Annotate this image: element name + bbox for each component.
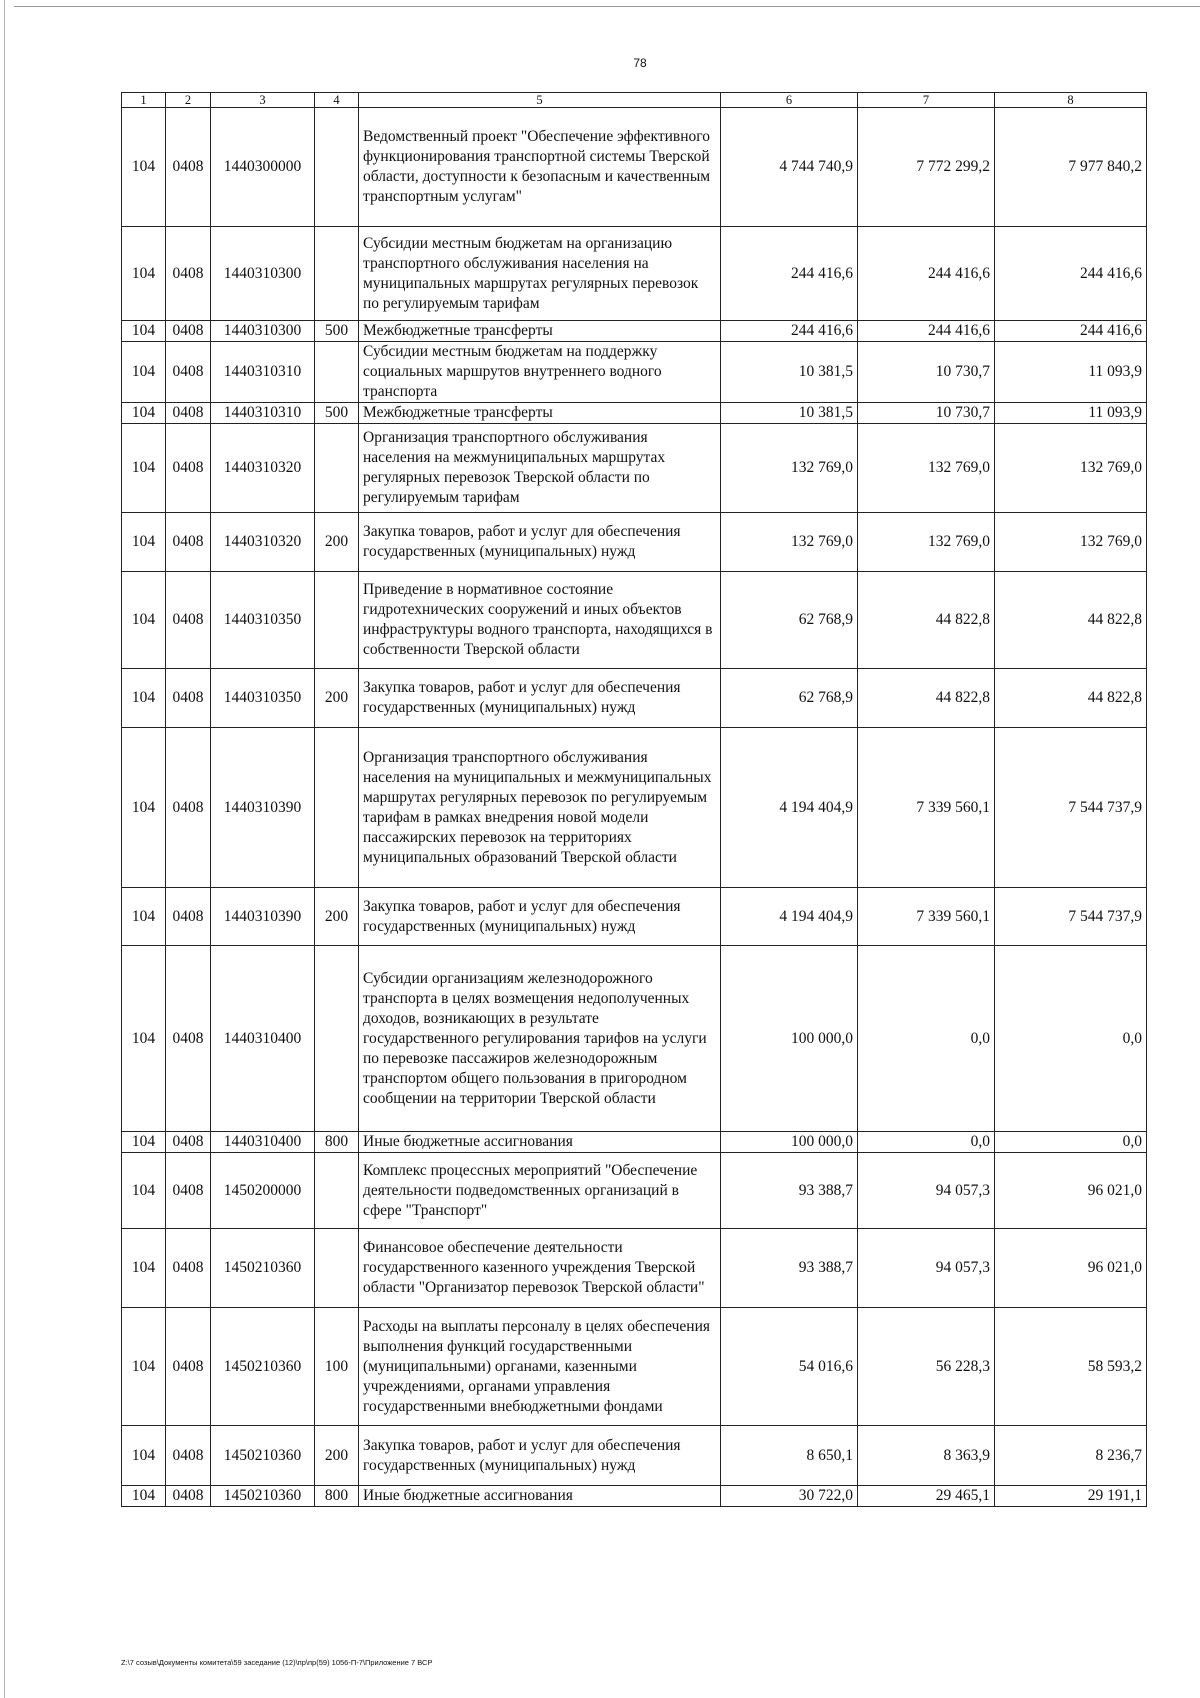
row-code-3: 1440310400	[211, 1132, 315, 1153]
column-header: 3	[211, 93, 315, 108]
row-value-6: 10 381,5	[721, 403, 858, 424]
table-row	[122, 513, 1147, 572]
row-code-1: 104	[122, 321, 166, 342]
row-value-7: 132 769,0	[858, 513, 995, 572]
budget-table	[121, 92, 1147, 1507]
row-description: Организация транспортного обслуживания населения на муниципальных и межмуниципальных маршрутах регулярных перевозок по регулируемым тарифам в рамках внедрения новой модели пассажирских перевозок на территориях муниципальных образований Тверской области	[359, 728, 721, 888]
column-header: 5	[359, 93, 721, 108]
row-value-8: 7 544 737,9	[995, 888, 1147, 946]
row-value-8: 96 021,0	[995, 1229, 1147, 1308]
row-value-7: 132 769,0	[858, 424, 995, 513]
row-description: Иные бюджетные ассигнования	[359, 1486, 721, 1507]
table-row	[122, 321, 1147, 342]
row-code-3: 1450210360	[211, 1486, 315, 1507]
row-value-8: 7 544 737,9	[995, 728, 1147, 888]
row-code-4	[315, 424, 359, 513]
row-value-8: 44 822,8	[995, 572, 1147, 669]
table-row	[122, 424, 1147, 513]
row-code-4	[315, 342, 359, 403]
row-code-4	[315, 1229, 359, 1308]
row-description: Субсидии организациям железнодорожного транспорта в целях возмещения недополученных доходов, возникающих в результате государственного регулирования тарифов на услуги по перевозке пассажиров железнодорожным транспортом общего пользования в пригородном сообщении на территории Тверской области	[359, 946, 721, 1132]
row-code-1: 104	[122, 108, 166, 227]
row-description: Закупка товаров, работ и услуг для обеспечения государственных (муниципальных) нужд	[359, 1426, 721, 1486]
row-code-3: 1450210360	[211, 1426, 315, 1486]
row-value-8: 244 416,6	[995, 321, 1147, 342]
table-row	[122, 572, 1147, 669]
row-value-8: 0,0	[995, 946, 1147, 1132]
row-code-1: 104	[122, 888, 166, 946]
row-description: Закупка товаров, работ и услуг для обеспечения государственных (муниципальных) нужд	[359, 888, 721, 946]
row-value-8: 132 769,0	[995, 513, 1147, 572]
row-code-2: 0408	[166, 1153, 211, 1229]
row-code-1: 104	[122, 728, 166, 888]
row-value-8: 11 093,9	[995, 403, 1147, 424]
row-code-1: 104	[122, 1153, 166, 1229]
table-row	[122, 1486, 1147, 1507]
row-code-3: 1440310390	[211, 888, 315, 946]
row-value-8: 8 236,7	[995, 1426, 1147, 1486]
row-description: Расходы на выплаты персоналу в целях обеспечения выполнения функций государственными (муниципальными) органами, казенными учреждениями, органами управления государственными внебюджетными фондами	[359, 1308, 721, 1426]
column-header: 8	[995, 93, 1147, 108]
row-code-3: 1440310350	[211, 669, 315, 728]
row-code-4	[315, 946, 359, 1132]
file-path-footer: Z:\7 созыв\Документы комитета\59 заседание (12)\пр\пр(59) 1056-П-7\Приложение 7 ВСР	[121, 1658, 433, 1667]
row-value-6: 93 388,7	[721, 1153, 858, 1229]
row-code-2: 0408	[166, 424, 211, 513]
table-row	[122, 728, 1147, 888]
row-code-3: 1440300000	[211, 108, 315, 227]
row-value-6: 4 194 404,9	[721, 728, 858, 888]
row-code-1: 104	[122, 513, 166, 572]
row-description: Иные бюджетные ассигнования	[359, 1132, 721, 1153]
row-code-2: 0408	[166, 1132, 211, 1153]
row-description: Ведомственный проект "Обеспечение эффективного функционирования транспортной системы Тверской области, доступности к безопасным и качественным транспортным услугам"	[359, 108, 721, 227]
row-description: Субсидии местным бюджетам на организацию транспортного обслуживания населения на муниципальных маршрутах регулярных перевозок по регулируемым тарифам	[359, 227, 721, 321]
row-code-1: 104	[122, 1486, 166, 1507]
row-value-7: 29 465,1	[858, 1486, 995, 1507]
table-row	[122, 342, 1147, 403]
row-code-4	[315, 1153, 359, 1229]
row-value-7: 44 822,8	[858, 669, 995, 728]
table-row	[122, 227, 1147, 321]
row-value-6: 93 388,7	[721, 1229, 858, 1308]
row-code-4: 500	[315, 403, 359, 424]
row-value-8: 7 977 840,2	[995, 108, 1147, 227]
table-row	[122, 1308, 1147, 1426]
row-code-2: 0408	[166, 1486, 211, 1507]
row-value-7: 244 416,6	[858, 227, 995, 321]
row-code-3: 1450210360	[211, 1229, 315, 1308]
row-code-2: 0408	[166, 342, 211, 403]
row-code-1: 104	[122, 1229, 166, 1308]
row-description: Приведение в нормативное состояние гидротехнических сооружений и иных объектов инфраструктуры водного транспорта, находящихся в собственности Тверской области	[359, 572, 721, 669]
row-description: Закупка товаров, работ и услуг для обеспечения государственных (муниципальных) нужд	[359, 513, 721, 572]
table-row	[122, 669, 1147, 728]
row-value-6: 8 650,1	[721, 1426, 858, 1486]
column-header: 7	[858, 93, 995, 108]
row-value-6: 244 416,6	[721, 321, 858, 342]
row-code-1: 104	[122, 403, 166, 424]
row-value-7: 7 772 299,2	[858, 108, 995, 227]
row-value-8: 58 593,2	[995, 1308, 1147, 1426]
row-code-2: 0408	[166, 403, 211, 424]
row-value-6: 4 744 740,9	[721, 108, 858, 227]
column-header: 2	[166, 93, 211, 108]
row-value-6: 10 381,5	[721, 342, 858, 403]
row-code-4: 200	[315, 513, 359, 572]
row-value-8: 11 093,9	[995, 342, 1147, 403]
row-value-6: 244 416,6	[721, 227, 858, 321]
row-code-2: 0408	[166, 108, 211, 227]
row-code-4: 200	[315, 669, 359, 728]
scan-edge-left	[4, 0, 5, 1698]
row-code-1: 104	[122, 1132, 166, 1153]
row-code-4: 200	[315, 888, 359, 946]
row-value-6: 132 769,0	[721, 513, 858, 572]
row-value-6: 4 194 404,9	[721, 888, 858, 946]
row-code-3: 1440310320	[211, 513, 315, 572]
row-code-4	[315, 728, 359, 888]
row-description: Межбюджетные трансферты	[359, 321, 721, 342]
row-value-7: 44 822,8	[858, 572, 995, 669]
row-value-6: 54 016,6	[721, 1308, 858, 1426]
row-code-2: 0408	[166, 572, 211, 669]
row-code-1: 104	[122, 1308, 166, 1426]
row-value-8: 0,0	[995, 1132, 1147, 1153]
row-value-6: 100 000,0	[721, 946, 858, 1132]
row-code-1: 104	[122, 669, 166, 728]
row-code-4: 800	[315, 1132, 359, 1153]
column-number-row	[122, 93, 1147, 108]
row-value-7: 8 363,9	[858, 1426, 995, 1486]
row-code-2: 0408	[166, 946, 211, 1132]
row-code-3: 1440310350	[211, 572, 315, 669]
table-row	[122, 1426, 1147, 1486]
row-description: Закупка товаров, работ и услуг для обеспечения государственных (муниципальных) нужд	[359, 669, 721, 728]
row-value-8: 96 021,0	[995, 1153, 1147, 1229]
row-code-3: 1440310310	[211, 342, 315, 403]
row-code-2: 0408	[166, 227, 211, 321]
row-code-4: 800	[315, 1486, 359, 1507]
row-code-3: 1440310310	[211, 403, 315, 424]
row-value-7: 94 057,3	[858, 1229, 995, 1308]
row-description: Субсидии местным бюджетам на поддержку социальных маршрутов внутреннего водного транспорта	[359, 342, 721, 403]
table-row	[122, 1132, 1147, 1153]
row-code-4: 100	[315, 1308, 359, 1426]
row-code-2: 0408	[166, 728, 211, 888]
row-value-7: 10 730,7	[858, 403, 995, 424]
row-value-7: 0,0	[858, 946, 995, 1132]
row-code-3: 1450210360	[211, 1308, 315, 1426]
row-code-2: 0408	[166, 321, 211, 342]
row-code-3: 1440310300	[211, 321, 315, 342]
row-value-6: 30 722,0	[721, 1486, 858, 1507]
row-code-4: 500	[315, 321, 359, 342]
row-value-8: 29 191,1	[995, 1486, 1147, 1507]
row-code-2: 0408	[166, 888, 211, 946]
row-code-1: 104	[122, 572, 166, 669]
row-code-3: 1440310390	[211, 728, 315, 888]
table-row	[122, 403, 1147, 424]
row-code-1: 104	[122, 946, 166, 1132]
row-description: Организация транспортного обслуживания населения на межмуниципальных маршрутах регулярных перевозок Тверской области по регулируемым тарифам	[359, 424, 721, 513]
page-number: 78	[633, 56, 647, 70]
row-value-6: 100 000,0	[721, 1132, 858, 1153]
row-code-4	[315, 572, 359, 669]
row-value-7: 7 339 560,1	[858, 888, 995, 946]
row-value-6: 132 769,0	[721, 424, 858, 513]
row-code-1: 104	[122, 342, 166, 403]
row-value-6: 62 768,9	[721, 669, 858, 728]
row-code-3: 1440310400	[211, 946, 315, 1132]
row-description: Межбюджетные трансферты	[359, 403, 721, 424]
row-value-7: 7 339 560,1	[858, 728, 995, 888]
table-row	[122, 1153, 1147, 1229]
row-value-7: 10 730,7	[858, 342, 995, 403]
row-code-2: 0408	[166, 1229, 211, 1308]
row-code-3: 1440310300	[211, 227, 315, 321]
row-code-3: 1450200000	[211, 1153, 315, 1229]
row-value-7: 0,0	[858, 1132, 995, 1153]
row-value-6: 62 768,9	[721, 572, 858, 669]
row-value-8: 44 822,8	[995, 669, 1147, 728]
row-value-7: 94 057,3	[858, 1153, 995, 1229]
table-row	[122, 888, 1147, 946]
row-value-7: 244 416,6	[858, 321, 995, 342]
row-description: Комплекс процессных мероприятий "Обеспечение деятельности подведомственных организаций в сфере "Транспорт"	[359, 1153, 721, 1229]
row-value-8: 244 416,6	[995, 227, 1147, 321]
row-code-1: 104	[122, 1426, 166, 1486]
table-row	[122, 946, 1147, 1132]
scan-edge-top	[14, 6, 1200, 7]
row-code-1: 104	[122, 424, 166, 513]
table-row	[122, 1229, 1147, 1308]
row-description: Финансовое обеспечение деятельности государственного казенного учреждения Тверской области "Организатор перевозок Тверской области"	[359, 1229, 721, 1308]
column-header: 1	[122, 93, 166, 108]
row-code-2: 0408	[166, 1426, 211, 1486]
table-row	[122, 108, 1147, 227]
row-code-3: 1440310320	[211, 424, 315, 513]
row-code-4: 200	[315, 1426, 359, 1486]
row-code-4	[315, 108, 359, 227]
row-code-2: 0408	[166, 513, 211, 572]
row-value-8: 132 769,0	[995, 424, 1147, 513]
row-code-1: 104	[122, 227, 166, 321]
row-value-7: 56 228,3	[858, 1308, 995, 1426]
column-header: 4	[315, 93, 359, 108]
row-code-2: 0408	[166, 669, 211, 728]
row-code-4	[315, 227, 359, 321]
row-code-2: 0408	[166, 1308, 211, 1426]
column-header: 6	[721, 93, 858, 108]
